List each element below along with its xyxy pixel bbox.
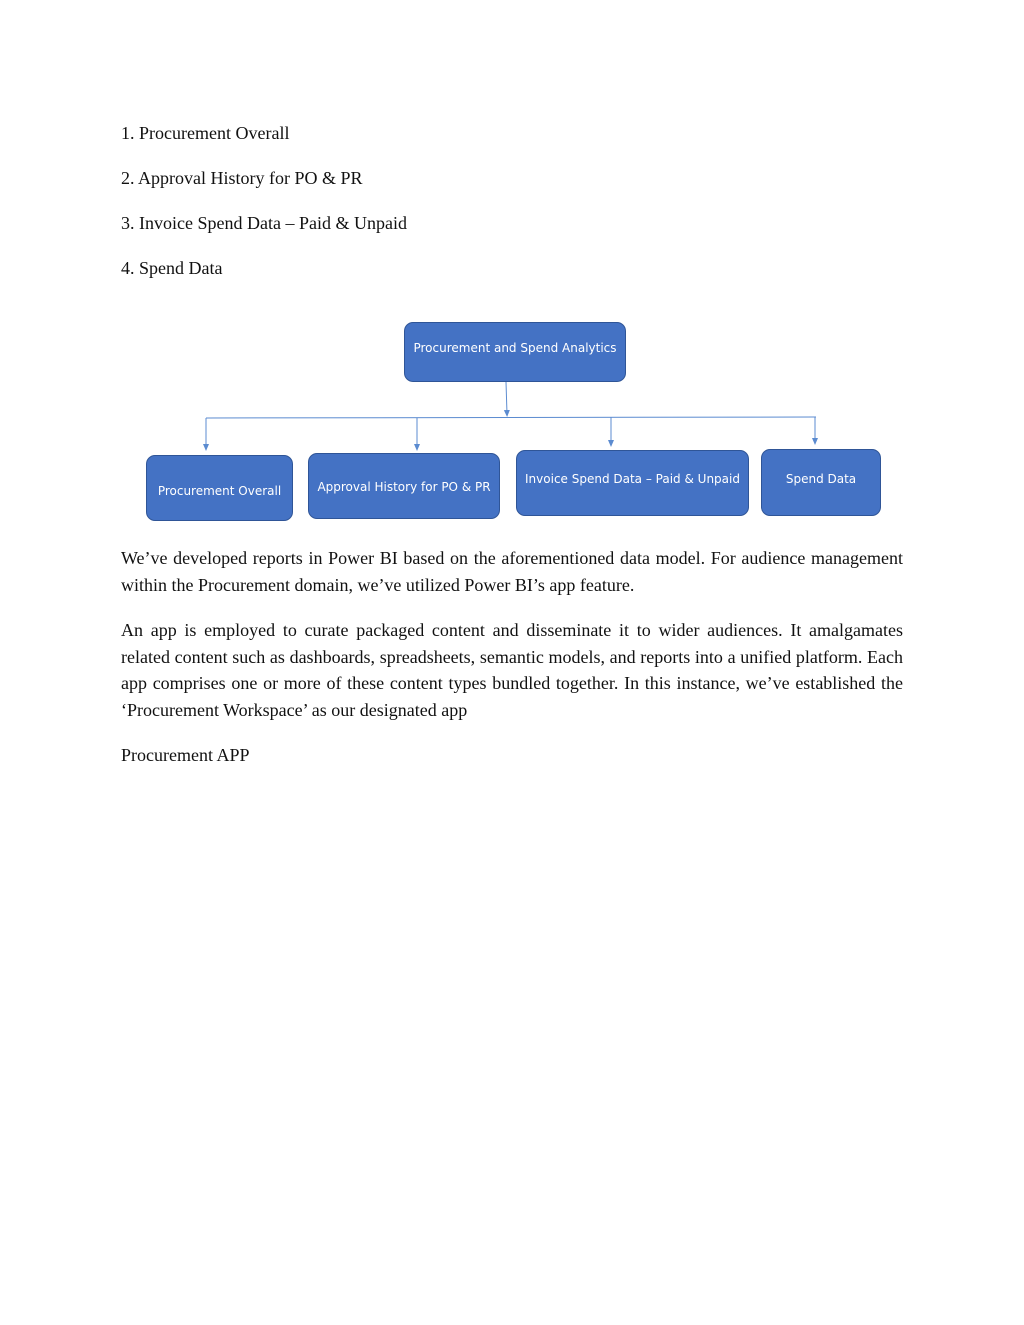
paragraph-power-bi-reports: We’ve developed reports in Power BI based on the aforementioned data model. For audience management within the Procurement domain, we’ve utilized Power BI’s app feature.	[121, 548, 903, 595]
horizontal-connector	[206, 417, 816, 418]
diagram-node-approval-history: Approval History for PO & PR	[308, 453, 500, 519]
diagram-root-node: Procurement and Spend Analytics	[404, 322, 626, 382]
procurement-app-label: Procurement APP	[121, 745, 250, 765]
diagram-node-spend-data: Spend Data	[761, 449, 881, 516]
list-item-spend-data: 4. Spend Data	[121, 258, 223, 278]
paragraph-app-description: An app is employed to curate packaged content and disseminate it to wider audiences. It amalgamates related content such as dashboards, spreadsheets, semantic models, and reports into a unified platform. Each app comprises one or more of these content types bundled together. In this instance, we’ve established the ‘Procurement Workspace’ as our designated app	[121, 620, 903, 720]
root-connector-arrow	[506, 382, 507, 414]
diagram-node-invoice-spend-data: Invoice Spend Data – Paid & Unpaid	[516, 450, 749, 516]
list-item-approval-history: 2. Approval History for PO & PR	[121, 168, 363, 188]
list-item-invoice-spend-data: 3. Invoice Spend Data – Paid & Unpaid	[121, 213, 407, 233]
diagram-node-procurement-overall: Procurement Overall	[146, 455, 293, 521]
list-item-procurement-overall: 1. Procurement Overall	[121, 123, 290, 143]
